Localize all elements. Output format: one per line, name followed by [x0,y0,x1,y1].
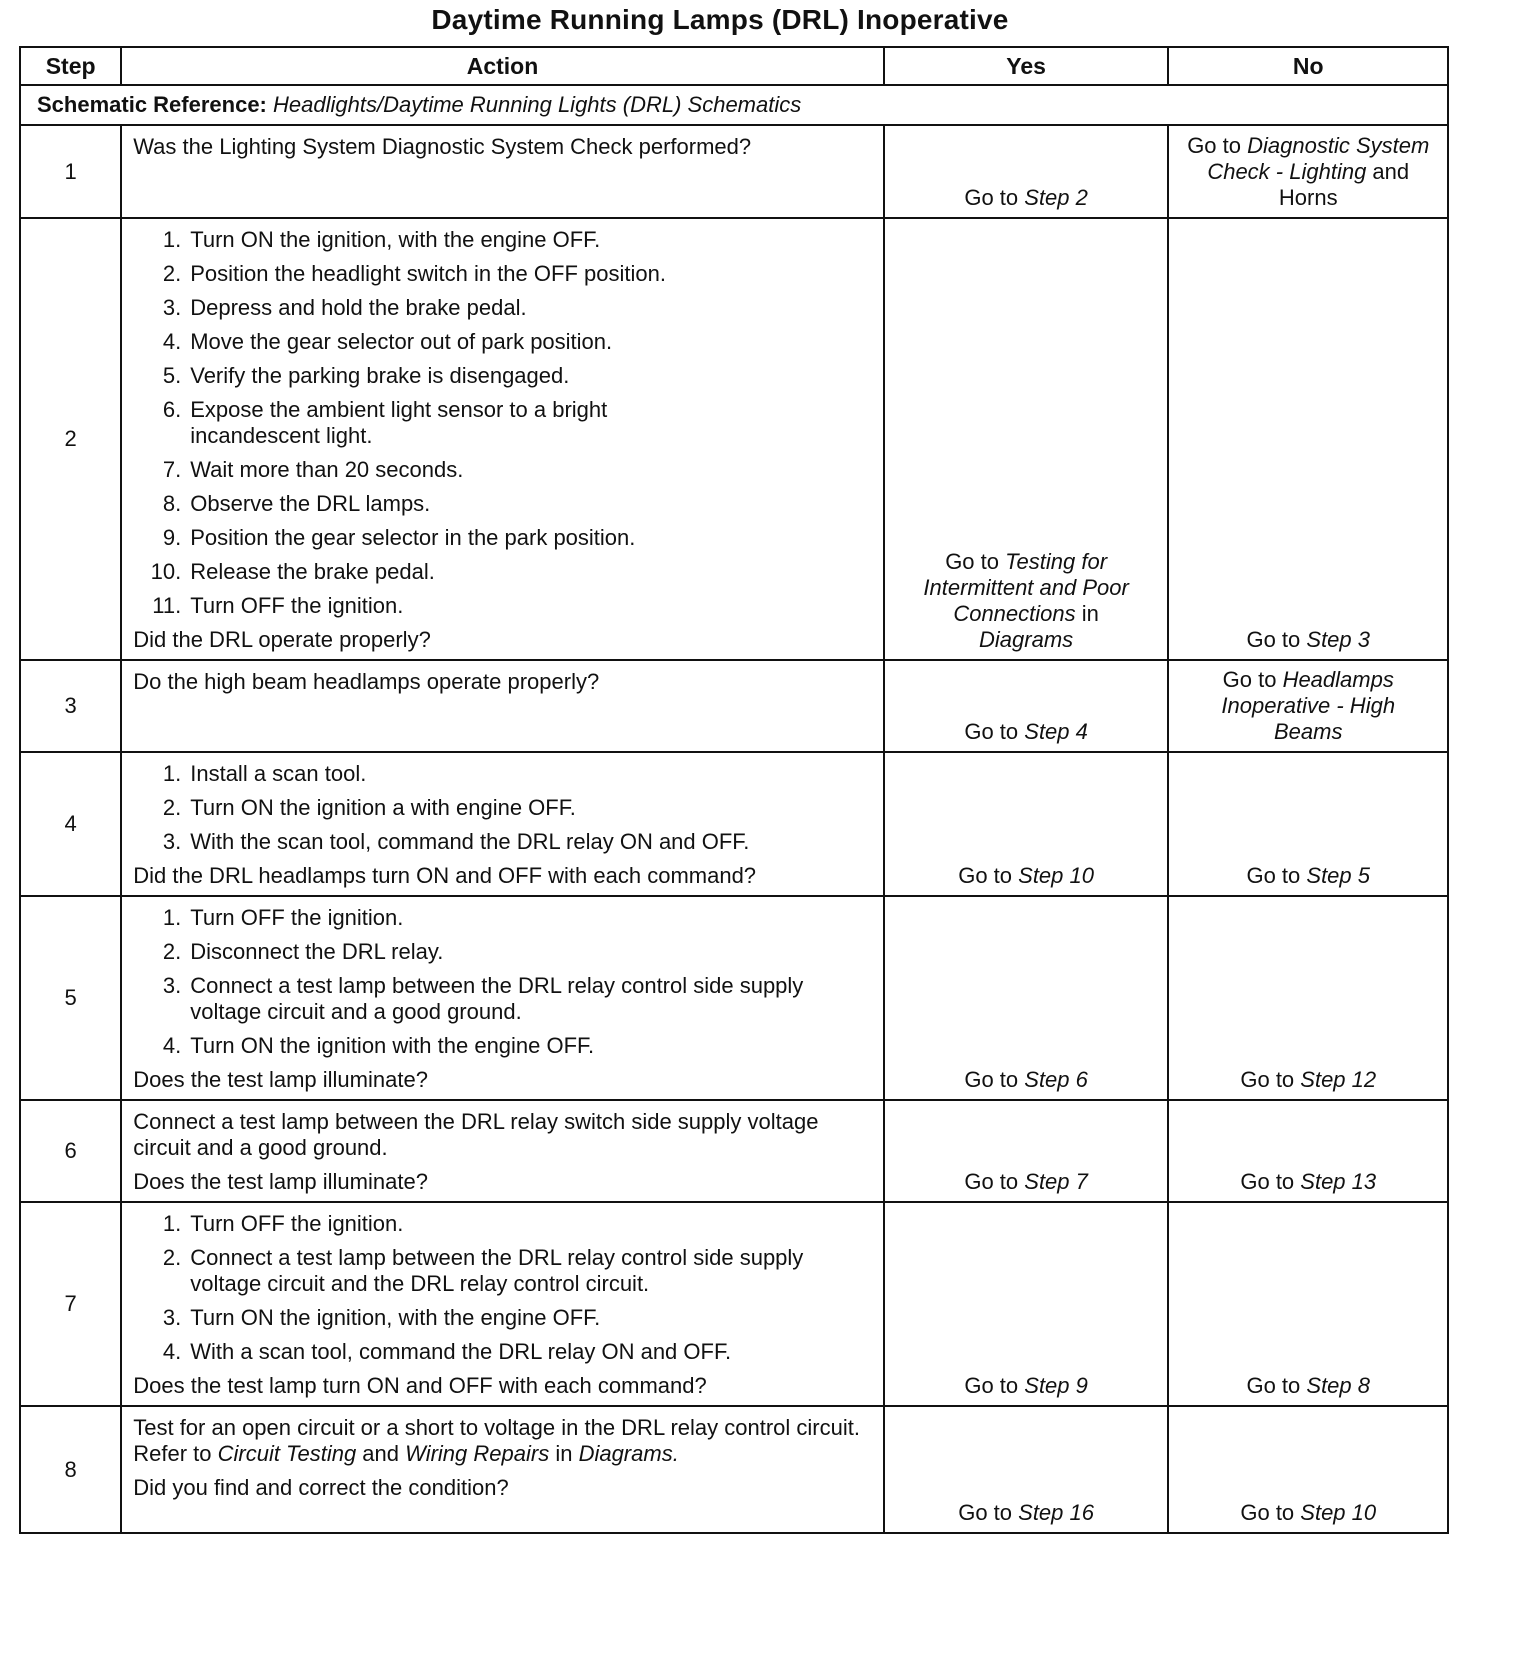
no-result [1168,1100,1448,1202]
yes-result [884,752,1169,896]
list-item: 2. Turn ON the ignition a with engine OFF. [162,795,576,820]
no-result [1168,660,1448,752]
list-item: 5. Verify the parking brake is disengaged. [162,363,570,388]
no-result [1168,1406,1448,1533]
table-header-row [20,47,1448,85]
table-row [20,752,1448,896]
list-item: 10. Release the brake pedal. [150,559,435,584]
list-item: 2. Position the headlight switch in the OFF position. [162,261,666,286]
diagnostic-table [19,46,1449,1534]
step-number: 4 [20,752,121,896]
no-result [1168,896,1448,1100]
step-link[interactable]: Step 16 [1018,1500,1094,1525]
step-question: Did the DRL operate properly? [133,627,431,652]
step-number: 8 [20,1406,121,1533]
step-link[interactable]: Step 3 [1306,627,1370,652]
no-result [1168,125,1448,218]
header-step: Step [20,47,121,85]
step-action [121,1406,884,1533]
action-list [133,1211,873,1365]
result-text: Go to [958,1500,1019,1525]
table-row [20,1406,1448,1533]
result-text: Go to [964,719,1025,744]
yes-result [884,1100,1169,1202]
yes-result [884,1406,1169,1533]
table-row [20,218,1448,660]
step-question: Does the test lamp illuminate? [133,1067,428,1092]
list-item: 11. Turn OFF the ignition. [152,593,404,618]
list-item: 1. Turn ON the ignition, with the engine OFF. [162,227,601,252]
step-link[interactable]: Step 7 [1024,1169,1088,1194]
step-action [121,896,884,1100]
step-link[interactable]: Step 10 [1018,863,1094,888]
step-link[interactable]: Step 10 [1300,1500,1377,1525]
result-text: Go to [964,1067,1025,1092]
result-text: Go to [1240,1500,1301,1525]
list-item: 6. Expose the ambient light sensor to a bright incandescent light. [162,397,608,448]
page-title: Daytime Running Lamps (DRL) Inoperative [431,4,1009,35]
result-text: Go to [945,549,1006,574]
result-text: Go to [1246,863,1307,888]
list-item: 4. With a scan tool, command the DRL relay ON and OFF. [162,1339,732,1364]
schematic-row [20,85,1448,125]
wiring-repairs-link[interactable]: Wiring Repairs [405,1441,550,1466]
list-item: 3. With the scan tool, command the DRL relay ON and OFF. [162,829,750,854]
step-question: Was the Lighting System Diagnostic System Check performed? [133,134,752,159]
header-no: No [1168,47,1448,85]
step-action [121,1100,884,1202]
step-link[interactable]: Step 8 [1306,1373,1370,1398]
header-action: Action [121,47,884,85]
list-item: 4. Move the gear selector out of park position. [162,329,613,354]
list-item: 7. Wait more than 20 seconds. [162,457,464,482]
header-yes: Yes [884,47,1169,85]
result-text: and Horns [1278,159,1410,210]
step-instruction: Test for an open circuit or a short to voltage in the DRL relay control circuit. Refer to Circuit Testing and Wiring Repairs in Diagrams. [133,1415,860,1466]
yes-result [884,660,1169,752]
action-list [133,761,873,855]
step-link[interactable]: Step 6 [1024,1067,1088,1092]
step-link[interactable]: Step 4 [1024,719,1088,744]
yes-result [884,125,1169,218]
step-number: 3 [20,660,121,752]
procedure-link[interactable]: Testing for Intermittent and Poor Connections [923,549,1129,626]
step-number: 7 [20,1202,121,1406]
step-action [121,1202,884,1406]
yes-result [884,1202,1169,1406]
list-item: 3. Depress and hold the brake pedal. [162,295,527,320]
step-link[interactable]: Step 13 [1300,1169,1377,1194]
list-item: 1. Install a scan tool. [162,761,367,786]
table-row [20,1202,1448,1406]
procedure-link[interactable]: Headlamps Inoperative - High Beams [1221,667,1396,744]
result-text: Go to [1246,627,1307,652]
schematic-reference [20,85,1448,125]
step-instruction: Connect a test lamp between the DRL relay switch side supply voltage circuit and a good ground. [133,1109,819,1160]
no-result [1168,752,1448,896]
diagrams-link[interactable]: Diagrams [979,627,1074,652]
step-number: 6 [20,1100,121,1202]
result-text: Go to [964,1169,1025,1194]
step-number: 2 [20,218,121,660]
table-row [20,660,1448,752]
diagrams-link[interactable]: Diagrams. [578,1441,679,1466]
result-text: Go to [1246,1373,1307,1398]
step-action [121,218,884,660]
table-row [20,125,1448,218]
schematic-label: Schematic Reference: [37,92,267,117]
step-link[interactable]: Step 12 [1300,1067,1377,1092]
step-link[interactable]: Step 9 [1024,1373,1088,1398]
result-text: Go to [964,1373,1025,1398]
yes-result [884,896,1169,1100]
action-list [133,227,873,619]
step-question: Did the DRL headlamps turn ON and OFF with each command? [133,863,757,888]
step-action [121,660,884,752]
step-link[interactable]: Step 2 [1024,185,1088,210]
yes-result [884,218,1169,660]
list-item: 1. Turn OFF the ignition. [162,905,404,930]
result-text: Go to [958,863,1019,888]
table-row [20,1100,1448,1202]
step-question: Does the test lamp turn ON and OFF with each command? [133,1373,707,1398]
result-text: Go to [1240,1067,1301,1092]
result-text: in [1075,601,1099,626]
step-action [121,125,884,218]
schematic-link[interactable]: Headlights/Daytime Running Lights (DRL) Schematics [273,92,802,117]
no-result [1168,218,1448,660]
list-item: 2. Disconnect the DRL relay. [162,939,444,964]
step-question: Does the test lamp illuminate? [133,1169,428,1194]
result-text: Go to [1222,667,1283,692]
list-item: 1. Turn OFF the ignition. [162,1211,404,1236]
step-link[interactable]: Step 5 [1306,863,1370,888]
list-item: 3. Connect a test lamp between the DRL relay control side supply voltage circuit and a good ground. [162,973,804,1024]
list-item: 2. Connect a test lamp between the DRL relay control side supply voltage circuit and the DRL relay control circuit. [162,1245,804,1296]
circuit-testing-link[interactable]: Circuit Testing [217,1441,357,1466]
no-result [1168,1202,1448,1406]
action-list [133,905,873,1059]
step-action [121,752,884,896]
result-text: Go to [1187,133,1248,158]
list-item: 9. Position the gear selector in the park position. [162,525,636,550]
list-item: 3. Turn ON the ignition, with the engine OFF. [162,1305,601,1330]
step-number: 5 [20,896,121,1100]
step-number: 1 [20,125,121,218]
result-text: Go to [964,185,1025,210]
step-question: Did you find and correct the condition? [133,1475,509,1500]
result-text: Go to [1240,1169,1301,1194]
table-row [20,896,1448,1100]
list-item: 8. Observe the DRL lamps. [162,491,431,516]
step-question: Do the high beam headlamps operate properly? [133,669,600,694]
procedure-link[interactable]: Diagnostic System Check - Lighting [1207,133,1430,184]
list-item: 4. Turn ON the ignition with the engine OFF. [162,1033,595,1058]
